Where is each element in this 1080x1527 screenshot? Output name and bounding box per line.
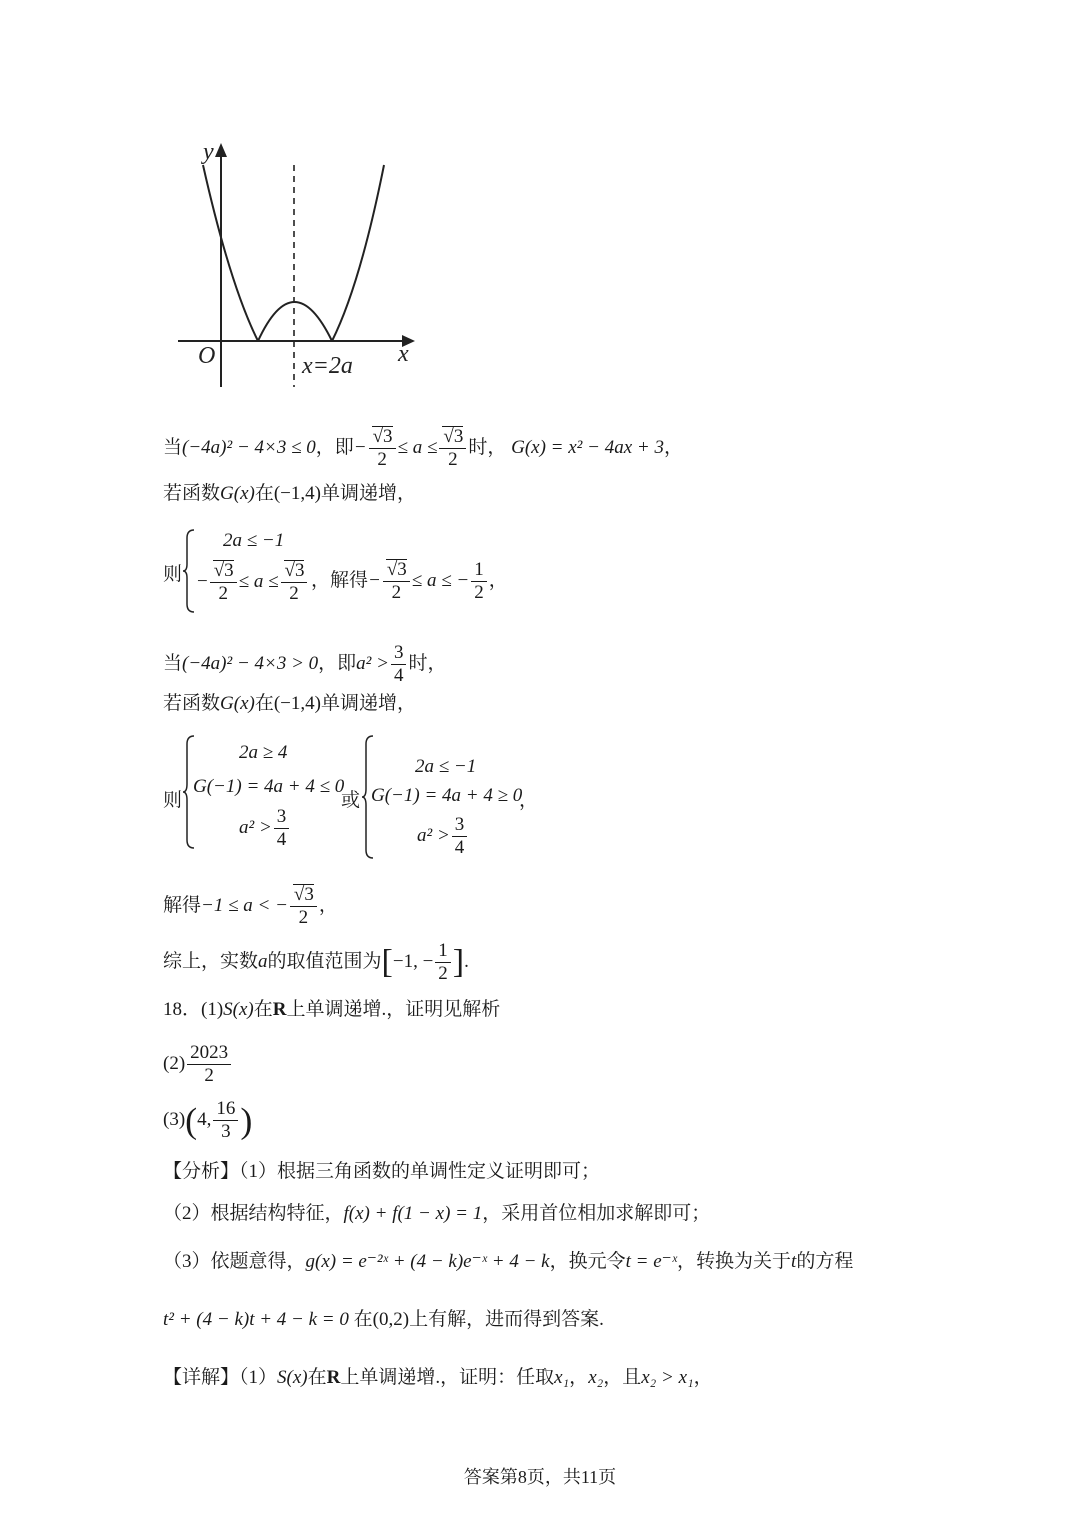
fraction: $\frac{√3}{2}$ (383, 559, 410, 604)
fraction: $\frac{1}{2}$ (471, 559, 487, 604)
line-q18-part1: 18．(1)S(x)在R上单调递增.，证明见解析 (163, 999, 501, 1020)
line-conclusion: 综上，实数a的取值范围为[−1, − $\frac{1}{2}$ ]. (163, 940, 469, 984)
symmetry-axis-label: x=2a (302, 353, 353, 379)
line-monotonic-1: 若函数G(x)在(−1,4)单调递增， (163, 483, 416, 504)
line-analysis-2: （2）根据结构特征，f(x) + f(1 − x) = 1，采用首位相加求解即可； (163, 1203, 711, 1224)
line-case1-condition: 当(−4a)² − 4×3 ≤ 0，即− $\frac{√3}{2}$ ≤ a ≤ $\frac{√3}{2}$ 时， G(x) = x² − 4ax + 3， (163, 426, 683, 470)
fraction: $\frac{16}{3}$ (213, 1098, 238, 1143)
line-detail-1: 【详解】（1）S(x)在R上单调递增.，证明：任取x₁，x₂，且x₂ > x₁， (163, 1367, 713, 1388)
system-case2: 则 2a ≥ 4 G(−1) = 4a + 4 ≤ 0 a² > $\frac{3}{4}$ 或 2a ≤ −1 G(−1) = 4a + 4 ≥ 0 a² > $\frac{3}{4}$ ， (163, 730, 583, 860)
curve-middle-hump (258, 302, 332, 341)
parabola-figure (170, 135, 430, 395)
curve-left-branch (203, 165, 258, 341)
page-footer: 答案第8页，共11页 (463, 1467, 617, 1487)
y-axis-arrow (215, 143, 227, 157)
fraction: $\frac{3}{4}$ (391, 642, 407, 687)
fraction: $\frac{1}{2}$ (435, 940, 451, 985)
origin-label: O (198, 343, 216, 369)
line-analysis-3: （3）依题意得，g(x) = e⁻²ˣ + (4 − k)e⁻ˣ + 4 − k，换元令t = e⁻ˣ，转换为关于t的方程 (163, 1251, 854, 1272)
fraction: $\frac{2023}{2}$ (187, 1042, 231, 1087)
fraction: $\frac{3}{4}$ (274, 806, 290, 851)
x-label: x (398, 341, 409, 367)
fraction: $\frac{√3}{2}$ (210, 560, 237, 605)
left-brace (182, 528, 196, 614)
line-q18-part2: (2) $\frac{2023}{2}$ (163, 1042, 233, 1087)
line-solution-case2: 解得−1 ≤ a < − $\frac{√3}{2}$ ， (163, 884, 338, 928)
fraction: $\frac{√3}{2}$ (290, 884, 317, 929)
fraction: $\frac{√3}{2}$ (439, 426, 466, 471)
fraction: $\frac{√3}{2}$ (281, 560, 308, 605)
line-monotonic-2: 若函数G(x)在(−1,4)单调递增， (163, 693, 416, 714)
y-label: y (203, 139, 214, 165)
line-analysis-4: t² + (4 − k)t + 4 − k = 0 在(0,2)上有解，进而得到答案. (163, 1309, 604, 1330)
line-case2-condition: 当(−4a)² − 4×3 > 0，即a² > $\frac{3}{4}$ 时， (163, 642, 447, 686)
curve-right-branch (332, 165, 384, 341)
system-case1: 则 2a ≤ −1 − $\frac{√3}{2}$ ≤ a ≤ $\frac{√3}{2}$ ，解得− $\frac{√3}{2}$ ≤ a ≤ − $\frac{1}{2}$ ， (163, 526, 543, 616)
line-analysis-1: 【分析】（1）根据三角函数的单调性定义证明即可； (163, 1161, 601, 1182)
fraction: $\frac{√3}{2}$ (369, 426, 396, 471)
line-q18-part3: (3)(4, $\frac{16}{3}$ ) (163, 1098, 253, 1142)
fraction: $\frac{3}{4}$ (452, 814, 468, 859)
